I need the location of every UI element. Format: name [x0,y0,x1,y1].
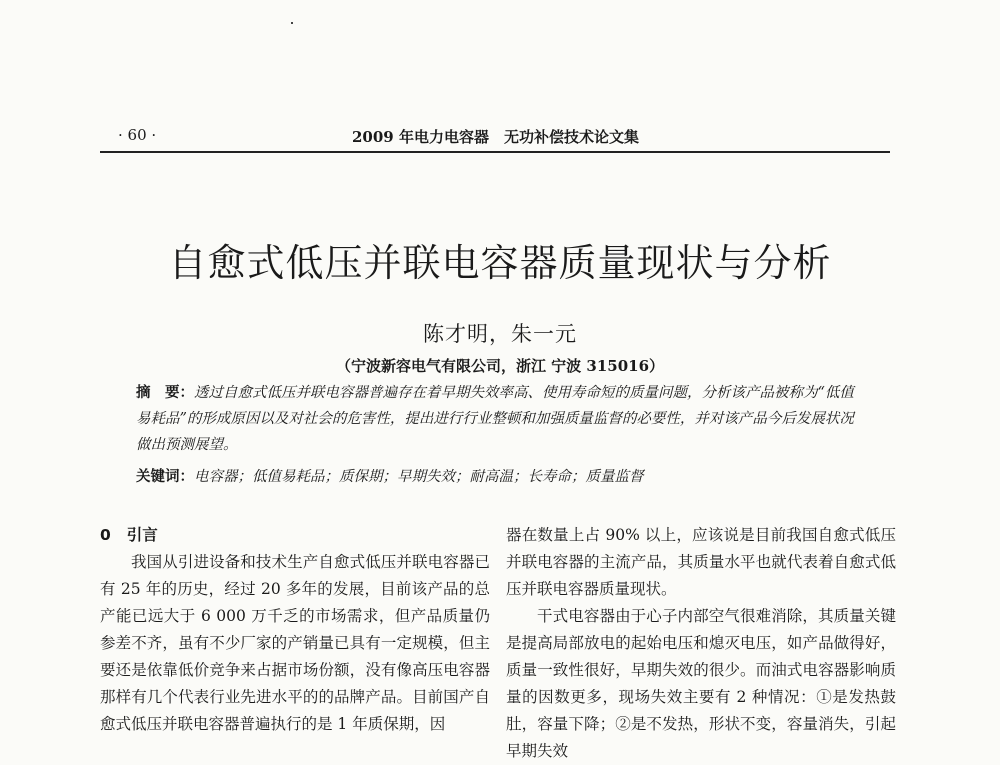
header-rule [100,151,890,153]
keywords [136,465,856,486]
abstract-label: 摘 要： [136,384,194,401]
section-heading [100,522,490,549]
authors: 陈才明，朱一元 [423,322,577,346]
body-paragraph: 器在数量上占 90% 以上，应该说是目前我国自愈式低压并联电容器的主流产品，其质量水平也就代表着自愈式低压并联电容器质量现状。 [506,526,896,598]
right-column [506,522,896,765]
keywords-label: 关键词： [136,468,194,485]
section-number: 0 [100,526,111,544]
abstract [136,380,856,458]
left-column [100,522,490,738]
body-paragraph: 我国从引进设备和技术生产自愈式低压并联电容器已有 25 年的历史，经过 20 多年的发展，目前该产品的总产能已远大于 6 000 万千乏的市场需求，但产品质量仍参差不齐，虽有不少厂家的产销量已具有一定规模，但主要还是依靠低价竞争来占据市场份额，没有像高压电容器那样有几个代表行业先进水平的的品牌产品。目前国产自愈式低压并联电容器普遍执行的是 1 年质保期，因 [100,553,490,733]
running-header: 2009 年电力电容器 无功补偿技术论文集 [352,128,639,146]
page-number: · 60 · [118,126,157,144]
scan-speck [291,22,293,24]
body-paragraph: 干式电容器由于心子内部空气很难消除，其质量关键是提高局部放电的起始电压和熄灭电压，如产品做得好，质量一致性很好，早期失效的很少。而油式电容器影响质量的因数更多，现场失效主要有 2 种情况：①是发热鼓肚，容量下降；②是不发热，形状不变，容量消失，引起早期失效 [506,607,896,760]
section-title: 引言 [126,526,158,544]
affiliation: （宁波新容电气有限公司，浙江 宁波 315016） [335,357,665,375]
paper-title: 自愈式低压并联电容器质量现状与分析 [168,241,832,285]
keywords-text: 电容器；低值易耗品；质保期；早期失效；耐高温；长寿命；质量监督 [194,469,644,485]
abstract-text: 透过自愈式低压并联电容器普遍存在着早期失效率高、使用寿命短的质量问题，分析该产品被称为“低值易耗品”的形成原因以及对社会的危害性，提出进行行业整顿和加强质量监督的必要性，并对该产品今后发展状况做出预测展望。 [136,385,854,453]
